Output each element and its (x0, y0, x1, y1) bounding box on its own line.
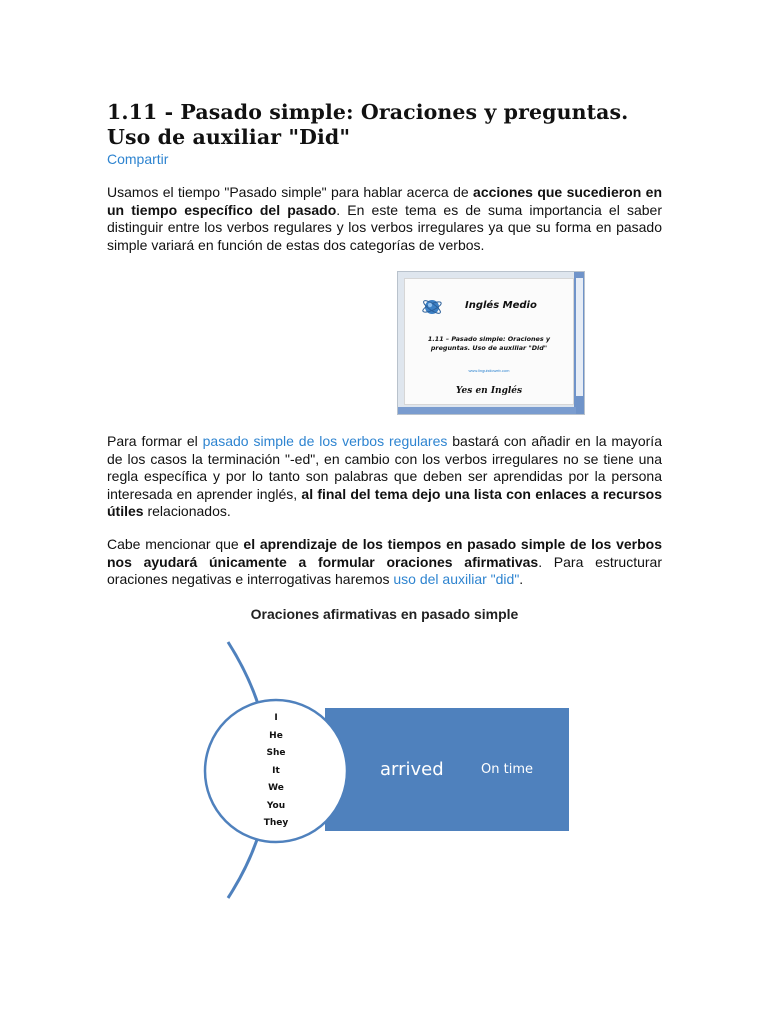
pronoun-list (240, 710, 312, 833)
pronoun-we: We (268, 783, 284, 793)
affirmative-note-paragraph (107, 536, 662, 589)
complement-label: On time (481, 762, 533, 777)
thumbnail-url: www.linguisticweb.com (468, 368, 510, 373)
did-auxiliary-link[interactable]: uso del auxiliar "did" (393, 571, 520, 587)
thumbnail-subtitle: 1.11 – Pasado simple: Oraciones y preguntas. Uso de auxiliar "Did" (427, 335, 551, 352)
para2-text-2: bastará con añadir en la mayoría de los casos la terminación "-ed", en cambio con los verbos irregulares no se tiene una regla específica y por lo tanto son palabras que deben ser aprendidas por la persona interesada en aprender inglés, (107, 433, 662, 502)
intro-paragraph (107, 184, 662, 254)
intro-text-1: Usamos el tiempo "Pasado simple" para hablar acerca de (107, 184, 474, 200)
pronoun-she: She (266, 748, 286, 758)
thumbnail-sidebar-stripe (576, 278, 583, 396)
intro-bold-1: acciones que sucedieron en un tiempo específico del pasado (107, 184, 662, 218)
para3-text-1: Cabe mencionar que (107, 536, 244, 552)
para3-text-3: . (519, 571, 524, 587)
affirmative-diagram (200, 640, 580, 902)
thumbnail-brand: Inglés Medio (465, 300, 537, 311)
pronoun-i: I (274, 713, 278, 723)
pronoun-he: He (269, 730, 283, 741)
diagram-title: Oraciones afirmativas en pasado simple (250, 606, 519, 622)
regular-verbs-link[interactable]: pasado simple de los verbos regulares (202, 433, 448, 449)
para2-bold-1: al final del tema dejo una lista con enlaces a recursos útiles (107, 485, 662, 519)
para2-text-3: relacionados. (143, 503, 231, 519)
para2-text-1: Para formar el (107, 433, 203, 449)
pronoun-you: You (266, 800, 286, 811)
pronoun-they: They (263, 818, 289, 828)
thumbnail-signature: Yes en Inglés (455, 386, 523, 396)
page-title: 1.11 - Pasado simple: Oraciones y preguntas. Uso de auxiliar "Did" (107, 100, 629, 149)
globe-icon (421, 296, 443, 318)
thumbnail-card (404, 278, 574, 405)
para3-text-2: . Para estructurar oraciones negativas e interrogativas haremos (107, 553, 662, 587)
lesson-thumbnail[interactable] (397, 271, 585, 415)
verb-label: arrived (380, 759, 444, 780)
share-link[interactable]: Compartir (107, 151, 169, 167)
pronoun-it: It (272, 765, 280, 776)
regular-verbs-paragraph (107, 433, 662, 521)
para3-bold-1: el aprendizaje de los tiempos en pasado simple de los verbos nos ayudará únicamente a formular oraciones afirmativas (107, 536, 662, 570)
intro-text-2: . En este tema es de suma importancia el saber distinguir entre los verbos regulares y los verbos irregulares ya que su forma en pasado simple variará en función de estas dos categorías de verbos. (107, 201, 662, 253)
thumbnail-bottom-bar (398, 407, 576, 414)
